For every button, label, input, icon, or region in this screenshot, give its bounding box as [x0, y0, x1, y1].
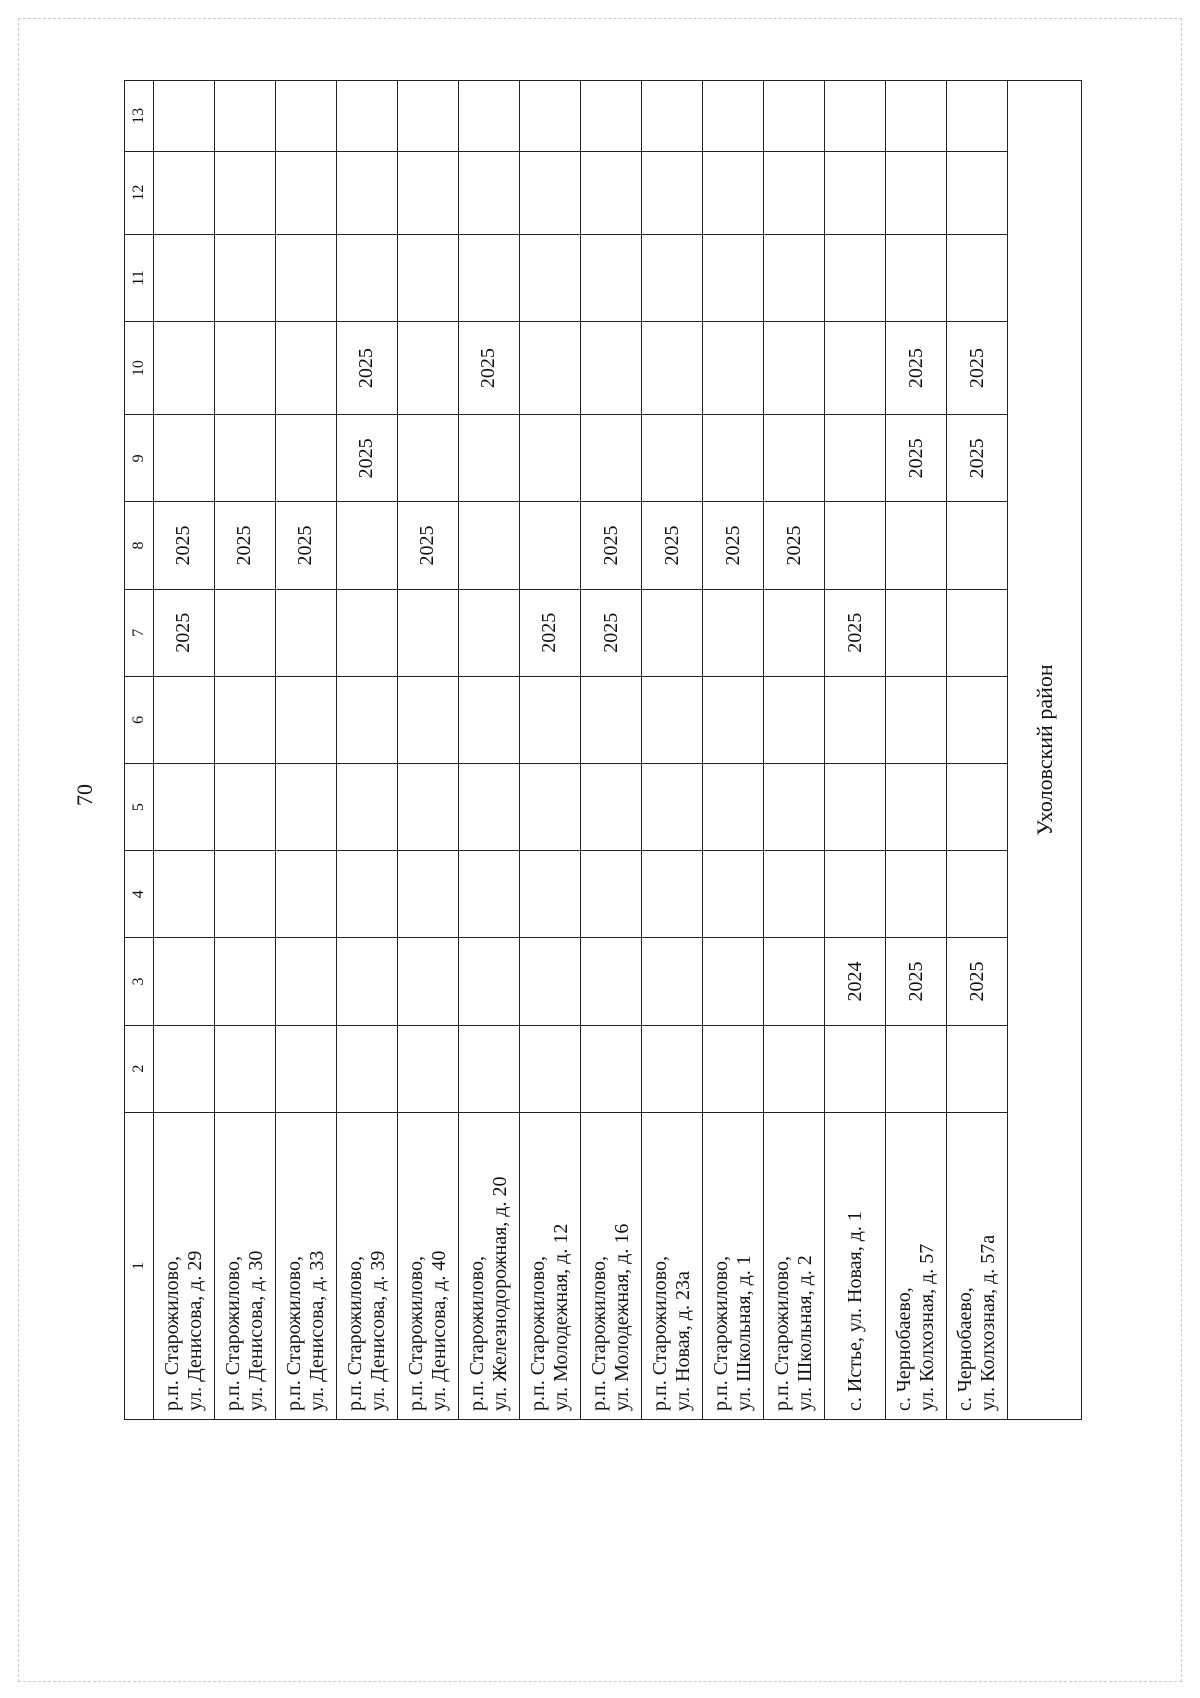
- cell-col-3: [214, 938, 275, 1025]
- address-cell: [886, 1112, 947, 1419]
- address-line: р.п. Старожилово,: [404, 1256, 427, 1411]
- table-row: [703, 81, 764, 1420]
- cell-col-5: [458, 764, 519, 851]
- cell-col-11: [642, 234, 703, 321]
- table-row: [825, 81, 886, 1420]
- cell-col-6: [519, 676, 580, 763]
- column-header: 8: [125, 502, 154, 589]
- address-line: ул. Колхозная, д. 57: [916, 1243, 939, 1411]
- address-cell: [703, 1112, 764, 1419]
- address-cell: [825, 1112, 886, 1419]
- cell-col-12: [886, 151, 947, 234]
- cell-col-6: [214, 676, 275, 763]
- cell-col-7: [336, 589, 397, 676]
- page-number: 70: [72, 784, 97, 806]
- cell-col-5: [703, 764, 764, 851]
- cell-col-13: [642, 81, 703, 152]
- cell-col-10: [581, 321, 642, 414]
- cell-col-3: [764, 938, 825, 1025]
- cell-col-6: [397, 676, 458, 763]
- cell-col-9: [764, 415, 825, 502]
- cell-col-12: [397, 151, 458, 234]
- cell-col-3: 2025: [947, 938, 1008, 1025]
- cell-col-2: [519, 1025, 580, 1112]
- table-row: [642, 81, 703, 1420]
- header-row: [125, 81, 154, 1420]
- address-cell: [214, 1112, 275, 1419]
- cell-col-12: [275, 151, 336, 234]
- cell-col-7: [397, 589, 458, 676]
- cell-col-13: [825, 81, 886, 152]
- cell-col-11: [397, 234, 458, 321]
- cell-col-11: [275, 234, 336, 321]
- cell-col-10: [214, 321, 275, 414]
- cell-col-12: [642, 151, 703, 234]
- cell-col-3: [703, 938, 764, 1025]
- address-line: ул. Денисова, д. 29: [183, 1250, 206, 1411]
- column-header: 11: [125, 234, 154, 321]
- cell-col-12: [947, 151, 1008, 234]
- cell-col-10: 2025: [336, 321, 397, 414]
- cell-col-2: [764, 1025, 825, 1112]
- cell-col-11: [886, 234, 947, 321]
- cell-col-5: [397, 764, 458, 851]
- cell-col-5: [336, 764, 397, 851]
- cell-col-13: [153, 81, 214, 152]
- address-line: ул. Молодежная, д. 16: [611, 1223, 633, 1411]
- cell-col-10: [703, 321, 764, 414]
- cell-col-2: [336, 1025, 397, 1112]
- column-header: 1: [125, 1112, 154, 1419]
- cell-col-10: [519, 321, 580, 414]
- cell-col-5: [642, 764, 703, 851]
- cell-col-12: [336, 151, 397, 234]
- cell-col-13: [214, 81, 275, 152]
- address-line: р.п. Старожилово,: [465, 1256, 488, 1411]
- address-cell: [947, 1112, 1008, 1419]
- cell-col-6: [642, 676, 703, 763]
- cell-col-2: [581, 1025, 642, 1112]
- cell-col-8: 2025: [397, 502, 458, 589]
- cell-col-4: [336, 851, 397, 938]
- cell-col-5: [764, 764, 825, 851]
- cell-col-9: [581, 415, 642, 502]
- cell-col-2: [825, 1025, 886, 1112]
- address-line: ул. Денисова, д. 30: [244, 1250, 267, 1411]
- cell-col-2: [458, 1025, 519, 1112]
- address-line: ул. Новая, д. 23а: [672, 1271, 695, 1411]
- cell-col-9: 2025: [336, 415, 397, 502]
- cell-col-12: [825, 151, 886, 234]
- cell-col-2: [886, 1025, 947, 1112]
- cell-col-10: [397, 321, 458, 414]
- cell-col-9: 2025: [886, 415, 947, 502]
- address-line: ул. Школьная, д. 2: [794, 1255, 817, 1411]
- cell-col-13: [581, 81, 642, 152]
- cell-col-11: [519, 234, 580, 321]
- cell-col-5: [825, 764, 886, 851]
- cell-col-5: [886, 764, 947, 851]
- cell-col-5: [153, 764, 214, 851]
- column-header: 12: [125, 151, 154, 234]
- cell-col-13: [397, 81, 458, 152]
- cell-col-2: [703, 1025, 764, 1112]
- cell-col-8: [519, 502, 580, 589]
- cell-col-6: [275, 676, 336, 763]
- cell-col-2: [642, 1025, 703, 1112]
- cell-col-4: [397, 851, 458, 938]
- cell-col-3: [642, 938, 703, 1025]
- table-row: [275, 81, 336, 1420]
- cell-col-5: [947, 764, 1008, 851]
- cell-col-13: [458, 81, 519, 152]
- cell-col-10: [642, 321, 703, 414]
- cell-col-11: [581, 234, 642, 321]
- column-header: 3: [125, 938, 154, 1025]
- address-line: ул. Школьная, д. 1: [733, 1255, 756, 1411]
- column-header: 2: [125, 1025, 154, 1112]
- cell-col-12: [519, 151, 580, 234]
- cell-col-12: [214, 151, 275, 234]
- cell-col-3: [458, 938, 519, 1025]
- cell-col-11: [458, 234, 519, 321]
- cell-col-3: [397, 938, 458, 1025]
- cell-col-4: [214, 851, 275, 938]
- cell-col-9: [703, 415, 764, 502]
- column-header: 9: [125, 415, 154, 502]
- cell-col-11: [703, 234, 764, 321]
- column-header: 6: [125, 676, 154, 763]
- address-cell: [581, 1112, 642, 1419]
- cell-col-5: [519, 764, 580, 851]
- cell-col-11: [214, 234, 275, 321]
- cell-col-7: [947, 589, 1008, 676]
- table-row: [153, 81, 214, 1420]
- cell-col-11: [153, 234, 214, 321]
- cell-col-6: [764, 676, 825, 763]
- table-row: [336, 81, 397, 1420]
- cell-col-6: [581, 676, 642, 763]
- address-cell: [336, 1112, 397, 1419]
- address-cell: [764, 1112, 825, 1419]
- cell-col-10: [153, 321, 214, 414]
- address-line: с. Чернобаево,: [893, 1287, 916, 1411]
- rotated-table-wrapper: [124, 80, 1082, 1420]
- table-row: [397, 81, 458, 1420]
- cell-col-2: [214, 1025, 275, 1112]
- cell-col-8: 2025: [275, 502, 336, 589]
- cell-col-11: [947, 234, 1008, 321]
- address-line: ул. Денисова, д. 39: [366, 1250, 389, 1411]
- address-line: р.п. Старожилово,: [221, 1256, 244, 1411]
- cell-col-12: [764, 151, 825, 234]
- cell-col-3: [153, 938, 214, 1025]
- cell-col-9: [825, 415, 886, 502]
- cell-col-8: [458, 502, 519, 589]
- cell-col-9: [275, 415, 336, 502]
- address-line: р.п. Старожилово,: [771, 1256, 794, 1411]
- address-line: ул. Железнодорожная, д. 20: [488, 1176, 511, 1411]
- address-line: р.п. Старожилово,: [710, 1256, 733, 1411]
- cell-col-2: [947, 1025, 1008, 1112]
- cell-col-3: [519, 938, 580, 1025]
- section-row: [1008, 81, 1082, 1420]
- cell-col-4: [581, 851, 642, 938]
- cell-col-13: [947, 81, 1008, 152]
- cell-col-9: [458, 415, 519, 502]
- cell-col-4: [703, 851, 764, 938]
- cell-col-2: [275, 1025, 336, 1112]
- address-line: р.п. Старожилово,: [343, 1256, 366, 1411]
- address-line: р.п. Старожилово,: [588, 1256, 610, 1411]
- cell-col-8: 2025: [703, 502, 764, 589]
- cell-col-7: 2025: [581, 589, 642, 676]
- table-row: [581, 81, 642, 1420]
- address-cell: [642, 1112, 703, 1419]
- cell-col-13: [275, 81, 336, 152]
- cell-col-13: [764, 81, 825, 152]
- cell-col-3: [275, 938, 336, 1025]
- address-cell: [275, 1112, 336, 1419]
- cell-col-5: [581, 764, 642, 851]
- cell-col-6: [703, 676, 764, 763]
- address-cell: [153, 1112, 214, 1419]
- cell-col-4: [519, 851, 580, 938]
- cell-col-7: 2025: [825, 589, 886, 676]
- table-row: [519, 81, 580, 1420]
- cell-col-11: [825, 234, 886, 321]
- cell-col-11: [336, 234, 397, 321]
- cell-col-5: [214, 764, 275, 851]
- address-line: р.п. Старожилово,: [649, 1256, 672, 1411]
- address-line: р.п. Старожилово,: [282, 1256, 305, 1411]
- cell-col-4: [764, 851, 825, 938]
- column-header: 13: [125, 81, 154, 152]
- cell-col-8: 2025: [581, 502, 642, 589]
- column-header: 10: [125, 321, 154, 414]
- cell-col-4: [275, 851, 336, 938]
- cell-col-7: 2025: [153, 589, 214, 676]
- cell-col-9: [642, 415, 703, 502]
- cell-col-5: [275, 764, 336, 851]
- cell-col-4: [642, 851, 703, 938]
- table-row: [947, 81, 1008, 1420]
- cell-col-12: [458, 151, 519, 234]
- cell-col-7: [886, 589, 947, 676]
- cell-col-8: [336, 502, 397, 589]
- cell-col-7: [458, 589, 519, 676]
- address-line: р.п. Старожилово,: [526, 1256, 549, 1411]
- cell-col-7: [764, 589, 825, 676]
- cell-col-8: [886, 502, 947, 589]
- cell-col-3: [581, 938, 642, 1025]
- cell-col-8: 2025: [642, 502, 703, 589]
- cell-col-4: [947, 851, 1008, 938]
- cell-col-6: [336, 676, 397, 763]
- cell-col-3: 2024: [825, 938, 886, 1025]
- cell-col-6: [886, 676, 947, 763]
- cell-col-4: [153, 851, 214, 938]
- cell-col-9: [153, 415, 214, 502]
- schedule-table: [124, 80, 1082, 1420]
- cell-col-11: [764, 234, 825, 321]
- cell-col-9: [519, 415, 580, 502]
- cell-col-10: [825, 321, 886, 414]
- cell-col-7: [214, 589, 275, 676]
- address-line: ул. Денисова, д. 33: [305, 1250, 328, 1411]
- cell-col-10: 2025: [947, 321, 1008, 414]
- cell-col-8: 2025: [764, 502, 825, 589]
- column-header: 5: [125, 764, 154, 851]
- cell-col-6: [458, 676, 519, 763]
- table-row: [764, 81, 825, 1420]
- cell-col-6: [153, 676, 214, 763]
- cell-col-7: [275, 589, 336, 676]
- address-cell: [458, 1112, 519, 1419]
- table-row: [886, 81, 947, 1420]
- cell-col-7: [642, 589, 703, 676]
- cell-col-10: 2025: [886, 321, 947, 414]
- cell-col-12: [153, 151, 214, 234]
- cell-col-2: [397, 1025, 458, 1112]
- address-line: ул. Денисова, д. 40: [427, 1250, 450, 1411]
- cell-col-13: [519, 81, 580, 152]
- cell-col-12: [703, 151, 764, 234]
- cell-col-10: 2025: [458, 321, 519, 414]
- address-line: с. Истье, ул. Новая, д. 1: [843, 1211, 866, 1411]
- cell-col-13: [336, 81, 397, 152]
- column-header: 4: [125, 851, 154, 938]
- cell-col-6: [825, 676, 886, 763]
- cell-col-4: [825, 851, 886, 938]
- cell-col-13: [703, 81, 764, 152]
- cell-col-8: 2025: [153, 502, 214, 589]
- cell-col-9: [397, 415, 458, 502]
- cell-col-10: [764, 321, 825, 414]
- cell-col-6: [947, 676, 1008, 763]
- address-line: р.п. Старожилово,: [160, 1256, 183, 1411]
- table-row: [458, 81, 519, 1420]
- cell-col-9: [214, 415, 275, 502]
- table-row: [214, 81, 275, 1420]
- cell-col-10: [275, 321, 336, 414]
- address-line: ул. Колхозная, д. 57а: [977, 1234, 1000, 1411]
- cell-col-12: [581, 151, 642, 234]
- cell-col-3: 2025: [886, 938, 947, 1025]
- address-cell: [519, 1112, 580, 1419]
- cell-col-8: [947, 502, 1008, 589]
- cell-col-7: [703, 589, 764, 676]
- column-header: 7: [125, 589, 154, 676]
- cell-col-4: [458, 851, 519, 938]
- cell-col-2: [153, 1025, 214, 1112]
- address-cell: [397, 1112, 458, 1419]
- cell-col-7: 2025: [519, 589, 580, 676]
- cell-col-4: [886, 851, 947, 938]
- section-title: Ухоловский район: [1008, 81, 1082, 1420]
- address-line: с. Чернобаево,: [954, 1287, 977, 1411]
- cell-col-13: [886, 81, 947, 152]
- address-line: ул. Молодежная, д. 12: [549, 1223, 572, 1411]
- cell-col-9: 2025: [947, 415, 1008, 502]
- cell-col-8: 2025: [214, 502, 275, 589]
- cell-col-3: [336, 938, 397, 1025]
- cell-col-8: [825, 502, 886, 589]
